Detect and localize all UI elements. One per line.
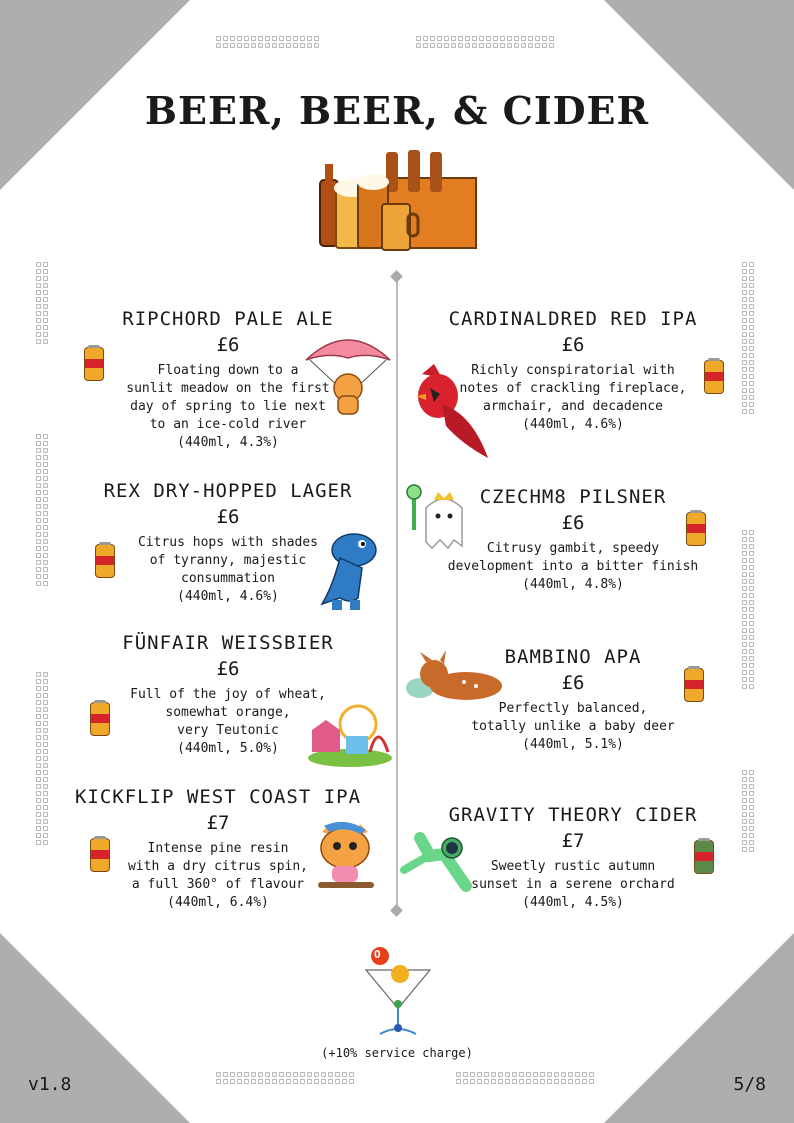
item-price: £6 [561,334,585,356]
menu-item [428,486,718,594]
beer-can-icon [686,512,706,546]
version-label: v1.8 [28,1074,72,1095]
dot-grid [216,36,319,48]
item-description: Citrus hops with shades of tyranny, majestic consummation (440ml, 4.6%) [137,535,318,604]
beer-can-icon [684,668,704,702]
beer-can-icon [84,347,104,381]
ghost-king-icon [404,484,468,554]
beer-can-icon [95,544,115,578]
item-price: £6 [216,334,240,356]
beer-can-icon [704,360,724,394]
item-price: £7 [561,830,585,852]
item-price: £6 [216,506,240,528]
dot-grid [416,36,554,48]
page-number: 5/8 [733,1074,766,1095]
item-description: Full of the joy of wheat, somewhat orange, very Teutonic (440ml, 5.0%) [130,687,326,756]
service-charge-note: (+10% service charge) [321,1046,473,1060]
item-price: £6 [561,672,585,694]
cardinal-bird-icon [412,364,492,462]
item-price: £7 [206,812,230,834]
dot-grid [36,672,48,845]
item-description: Citrusy gambit, speedy development into a bitter finish (440ml, 4.8%) [447,541,699,592]
item-name: CZECHM8 PILSNER [479,486,667,508]
brand-logo [358,944,438,1044]
divider-bottom-diamond [390,904,403,917]
cider-can-icon [694,840,714,874]
page-title: BEER, BEER, & CIDER [144,88,650,133]
dot-grid [36,262,48,344]
dot-grid [36,434,48,586]
item-name: BAMBINO APA [504,646,642,668]
item-name: GRAVITY THEORY CIDER [448,804,698,826]
divider-top-diamond [390,270,403,283]
beer-crate-icon [316,148,480,256]
item-name: CARDINALDRED RED IPA [448,308,698,330]
dinosaur-icon [310,528,382,614]
item-description: Richly conspiratorial with notes of crackling fireplace, armchair, and decadence (440ml, 4.6%) [459,363,687,432]
funfair-icon [306,702,392,768]
item-name: RIPCHORD PALE ALE [122,308,334,330]
item-price: £6 [216,658,240,680]
item-description: Sweetly rustic autumn sunset in a serene orchard (440ml, 4.5%) [471,859,675,910]
dot-grid [216,1072,354,1084]
item-price: £6 [561,512,585,534]
item-name: KICKFLIP WEST COAST IPA [74,786,362,808]
sleeping-deer-icon [404,650,512,706]
dot-grid [742,770,754,852]
dot-grid [742,262,754,414]
astronaut-icon [400,826,476,898]
item-description: Perfectly balanced, totally unlike a baby deer (440ml, 5.1%) [471,701,675,752]
item-name: FÜNFAIR WEISSBIER [122,632,334,654]
column-divider [396,277,398,910]
logo-text: OH [374,948,412,961]
item-description: Floating down to a sunlit meadow on the first day of spring to lie next to an ice-cold river (440ml, 4.3%) [126,363,330,450]
beer-can-icon [90,838,110,872]
item-description: Intense pine resin with a dry citrus spin, a full 360° of flavour (440ml, 6.4%) [127,841,308,910]
dot-grid [456,1072,594,1084]
item-name: REX DRY-HOPPED LAGER [103,480,353,502]
skateboard-cat-icon [310,822,380,894]
dot-grid [742,530,754,689]
parachute-cat-icon [302,330,394,420]
beer-can-icon [90,702,110,736]
